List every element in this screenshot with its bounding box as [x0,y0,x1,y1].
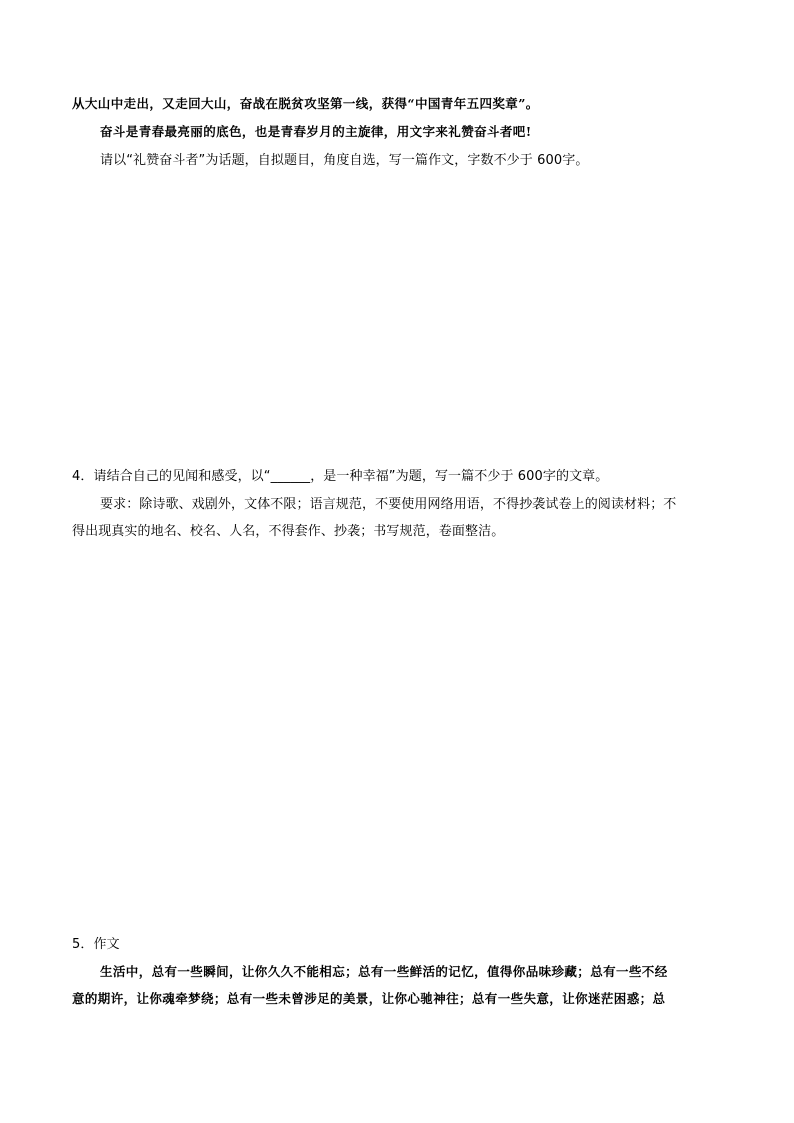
question-4-prompt: 4．请结合自己的见闻和感受，以“______，是一种幸福”为题，写一篇不少于 600字的文章。 [72,469,609,484]
question-5-text-line-1: 生活中，总有一些瞬间，让你久久不能相忘；总有一些鲜活的记忆，值得你品味珍藏；总有一些不经 [100,964,668,979]
essay-instruction: 请以“礼赞奋斗者”为话题，自拟题目，角度自选，写一篇作文，字数不少于 600字。 [100,153,589,168]
question-5-text-line-2: 意的期许，让你魂牵梦绕；总有一些未曾涉足的美景，让你心驰神往；总有一些失意，让你迷茫困惑；总 [72,991,666,1006]
question-5-heading: 5．作文 [72,937,120,952]
material-line-1: 从大山中走出，又走回大山，奋战在脱贫攻坚第一线，获得“中国青年五四奖章”。 [72,96,539,111]
material-line-2: 奋斗是青春最亮丽的底色，也是青春岁月的主旋律，用文字来礼赞奋斗者吧! [100,124,532,139]
question-4-requirements-line-2: 得出现真实的地名、校名、人名，不得套作、抄袭；书写规范，卷面整洁。 [72,524,505,539]
question-4-requirements-line-1: 要求：除诗歌、戏剧外，文体不限；语言规范，不要使用网络用语，不得抄袭试卷上的阅读材料；不 [100,497,677,512]
